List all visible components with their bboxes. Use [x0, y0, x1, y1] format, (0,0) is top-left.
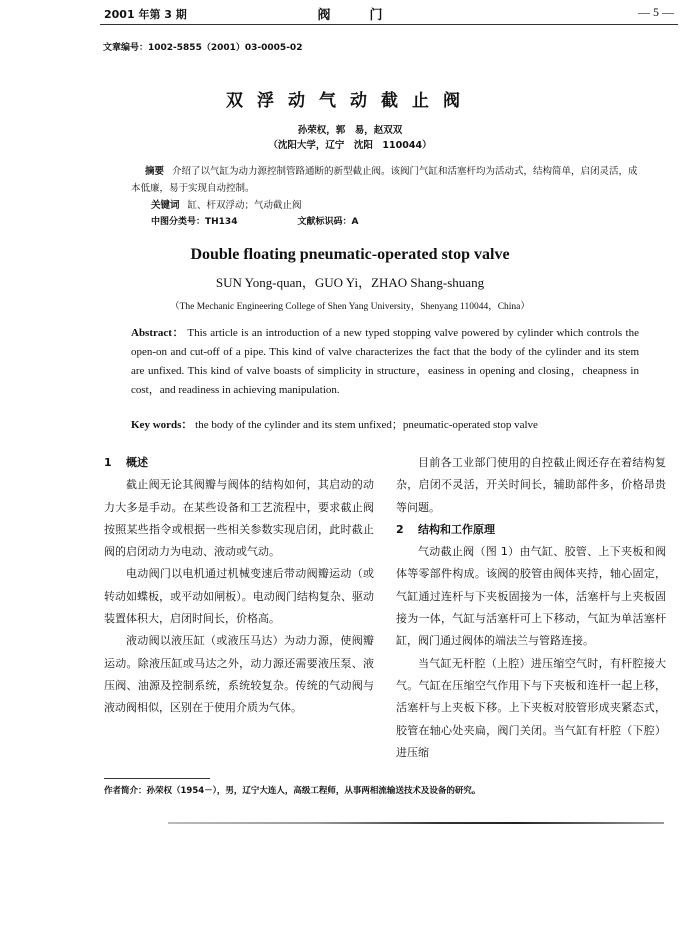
- cn-keywords-label: 关键词: [151, 200, 180, 211]
- en-abstract-label: Abstract：: [131, 327, 185, 339]
- page-number: — 5 —: [638, 5, 674, 19]
- section-title: 概述: [126, 456, 148, 469]
- en-keywords-label: Key words：: [131, 419, 193, 431]
- en-title: Double floating pneumatic-operated stop valve: [190, 246, 510, 263]
- cn-keywords: [151, 197, 302, 211]
- header-rule: [100, 24, 678, 25]
- body-column-right: [396, 452, 666, 764]
- clc-number: 中图分类号：TH134: [151, 217, 238, 227]
- cn-affiliation: （沈阳大学，辽宁 沈阳 110044）: [268, 140, 432, 151]
- paragraph: 目前各工业部门使用的自控截止阀还存在着结构复杂，启闭不灵活，开关时间长，辅助部件多，价格昂贵等问题。: [396, 456, 666, 514]
- section-heading-1: [104, 452, 374, 474]
- cn-abstract-label: 摘要: [145, 166, 165, 177]
- paragraph: 气动截止阀（图 1）由气缸、胶管、上下夹板和阀体等零部件构成。该阀的胶管由阀体夹持，轴心固定，气缸通过连杆与下夹板固接为一体，活塞杆与上夹板固接为一体，气缸与活塞杆可上下移动，气缸为单活塞杆缸，阀门通过阀体的端法兰与管路连接。: [396, 545, 666, 648]
- paragraph: 电动阀门以电机通过机械变速后带动阀瓣运动（或转动如蝶板，或平动如闸板）。电动阀门结构复杂、驱动装置体积大，启闭时间长，价格高。: [104, 567, 374, 626]
- footnote-rule: [104, 778, 210, 779]
- article-number: 文章编号：1002-5855（2001）03-0005-02: [103, 43, 303, 53]
- section-number: 1: [104, 456, 112, 469]
- en-authors: SUN Yong-quan，GUO Yi，ZHAO Shang-shuang: [215, 275, 485, 290]
- body-column-left: [104, 452, 374, 720]
- en-affiliation: （The Mechanic Engineering College of Shen Yang University，Shenyang 110044，China）: [170, 302, 530, 312]
- en-abstract: [131, 324, 639, 400]
- journal-name: 阀 门: [317, 8, 383, 23]
- doc-code: 文献标识码：A: [297, 217, 359, 227]
- section-title: 结构和工作原理: [418, 522, 495, 536]
- cn-authors: 孙荣权，郭 易，赵双双: [297, 125, 403, 136]
- en-abstract-text: This article is an introduction of a new typed stopping valve powered by cylinder which controls the open-on and cut-off of a pipe. This kind of valve characterizes the fact that the body of the cylinder and its stem are unfixed. This kind of valve boasts of simplicity in structure，easiness in opening and closing，cheapness in cost，and readiness in achieving manipulation.: [131, 327, 639, 396]
- cn-title: 双浮动气动截止阀: [226, 91, 474, 111]
- paragraph: 截止阀无论其阀瓣与阀体的结构如何，其启动的动力大多是手动。在某些设备和工艺流程中，要求截止阀按照某些指令或根据一些相关参数实现启闭，此时截止阀的启闭动力为电动、液动或气动。: [104, 478, 374, 559]
- section-heading-2: [396, 519, 666, 541]
- cn-abstract: [131, 163, 641, 197]
- scan-artifact-rule: [168, 822, 664, 824]
- author-footnote: 作者简介：孙荣权（1954－），男，辽宁大连人，高级工程师，从事两相流输送技术及设备的研究。: [104, 786, 481, 796]
- section-number: 2: [396, 522, 404, 536]
- paragraph: 液动阀以液压缸（或液压马达）为动力源，使阀瓣运动。除液压缸或马达之外，动力源还需要液压泵、液压阀、油源及控制系统，系统较复杂。传统的气动阀与液动阀相似，区别在于使用介质为气体。: [104, 634, 374, 715]
- issue-label: 2001 年第 3 期: [104, 8, 187, 21]
- paragraph: 当气缸无杆腔（上腔）进压缩空气时，有杆腔接大气。气缸在压缩空气作用下与下夹板和连杆一起上移，活塞杆与上夹板下移。上下夹板对胶管形成夹紧态式，胶管在轴心处夹扁，阀门关闭。当气缸有杆腔（下腔）进压缩: [396, 656, 666, 759]
- cn-keywords-text: 缸、杆双浮动；气动截止阀: [187, 200, 302, 211]
- en-keywords: [131, 416, 651, 432]
- cn-abstract-text: 介绍了以气缸为动力源控制管路通断的新型截止阀。该阀门气缸和活塞杆均为活动式，结构简单，启闭灵活，成本低廉，易于实现自动控制。: [131, 166, 638, 194]
- en-keywords-text: the body of the cylinder and its stem unfixed；pneumatic-operated stop valve: [195, 419, 538, 431]
- cn-classification: [151, 214, 358, 227]
